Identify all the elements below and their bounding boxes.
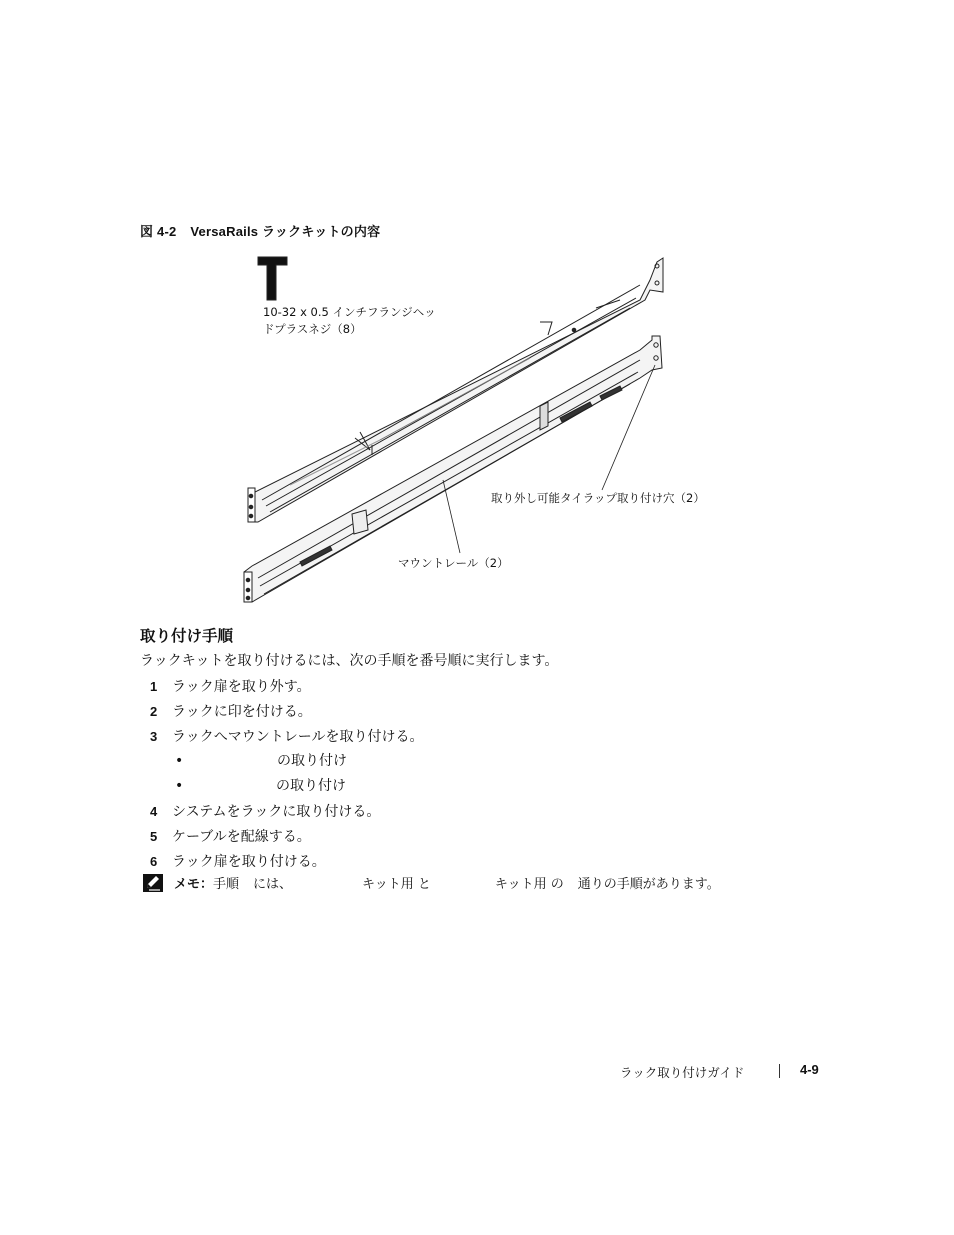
step-item <box>150 676 311 698</box>
page-number: 4-9 <box>800 1062 819 1077</box>
figure-title: VersaRails ラックキットの内容 <box>190 224 381 239</box>
screw-callout-line2: ドプラスネジ（8） <box>263 322 362 336</box>
bullet-mark: • <box>175 753 184 769</box>
tie-wrap-callout: 取り外し可能タイラップ取り付け穴（2） <box>491 491 705 505</box>
step-item <box>150 826 311 848</box>
bullet-text: の取り付け <box>277 753 347 769</box>
step-item <box>150 801 380 823</box>
note-text-3: キット用 と <box>362 877 431 892</box>
footer-divider <box>779 1064 780 1078</box>
step-text: システムをラックに取り付ける。 <box>172 804 381 820</box>
bullet-mark: • <box>175 778 184 794</box>
bullet-text: の取り付け <box>276 778 346 794</box>
note-label: メモ： <box>174 877 214 892</box>
screw-callout-line1: 10-32 x 0.5 インチフランジヘッ <box>263 305 436 319</box>
note-pencil-icon <box>143 874 163 892</box>
mounting-rail-callout: マウントレール（2） <box>398 556 509 570</box>
step-item <box>150 701 312 723</box>
bullet-item <box>175 750 347 770</box>
step-item <box>150 851 326 873</box>
bullet-item <box>175 775 346 795</box>
footer-section-title: ラック取り付けガイド <box>620 1065 745 1080</box>
note-text-1: 手順 <box>213 877 240 892</box>
step-number: 1 <box>150 679 158 694</box>
step-item <box>150 726 423 748</box>
step-text: ケーブルを配線する。 <box>172 829 311 845</box>
step-text: ラック扉を取り付ける。 <box>172 854 326 870</box>
rack-kit-illustration <box>230 248 680 608</box>
step-number: 2 <box>150 704 158 719</box>
step-number: 4 <box>150 804 158 819</box>
step-number: 3 <box>150 729 158 744</box>
step-text: ラック扉を取り外す。 <box>172 679 311 695</box>
step-number: 5 <box>150 829 158 844</box>
note-text-4: キット用 の <box>494 877 564 892</box>
step-text: ラックへマウントレールを取り付ける。 <box>172 729 424 745</box>
figure-caption <box>140 221 380 240</box>
note-box <box>143 873 720 892</box>
screw-illustration <box>258 257 287 300</box>
step-number: 6 <box>150 854 158 869</box>
note-text-2: には、 <box>253 877 293 892</box>
intro-text: ラックキットを取り付けるには、次の手順を番号順に実行します。 <box>140 653 559 669</box>
note-text-5: 通りの手順があります。 <box>577 877 720 892</box>
section-title: 取り付け手順 <box>140 627 234 645</box>
screw-callout <box>263 304 436 338</box>
step-text: ラックに印を付ける。 <box>172 704 312 720</box>
figure-number: 図 4-2 <box>140 224 177 239</box>
